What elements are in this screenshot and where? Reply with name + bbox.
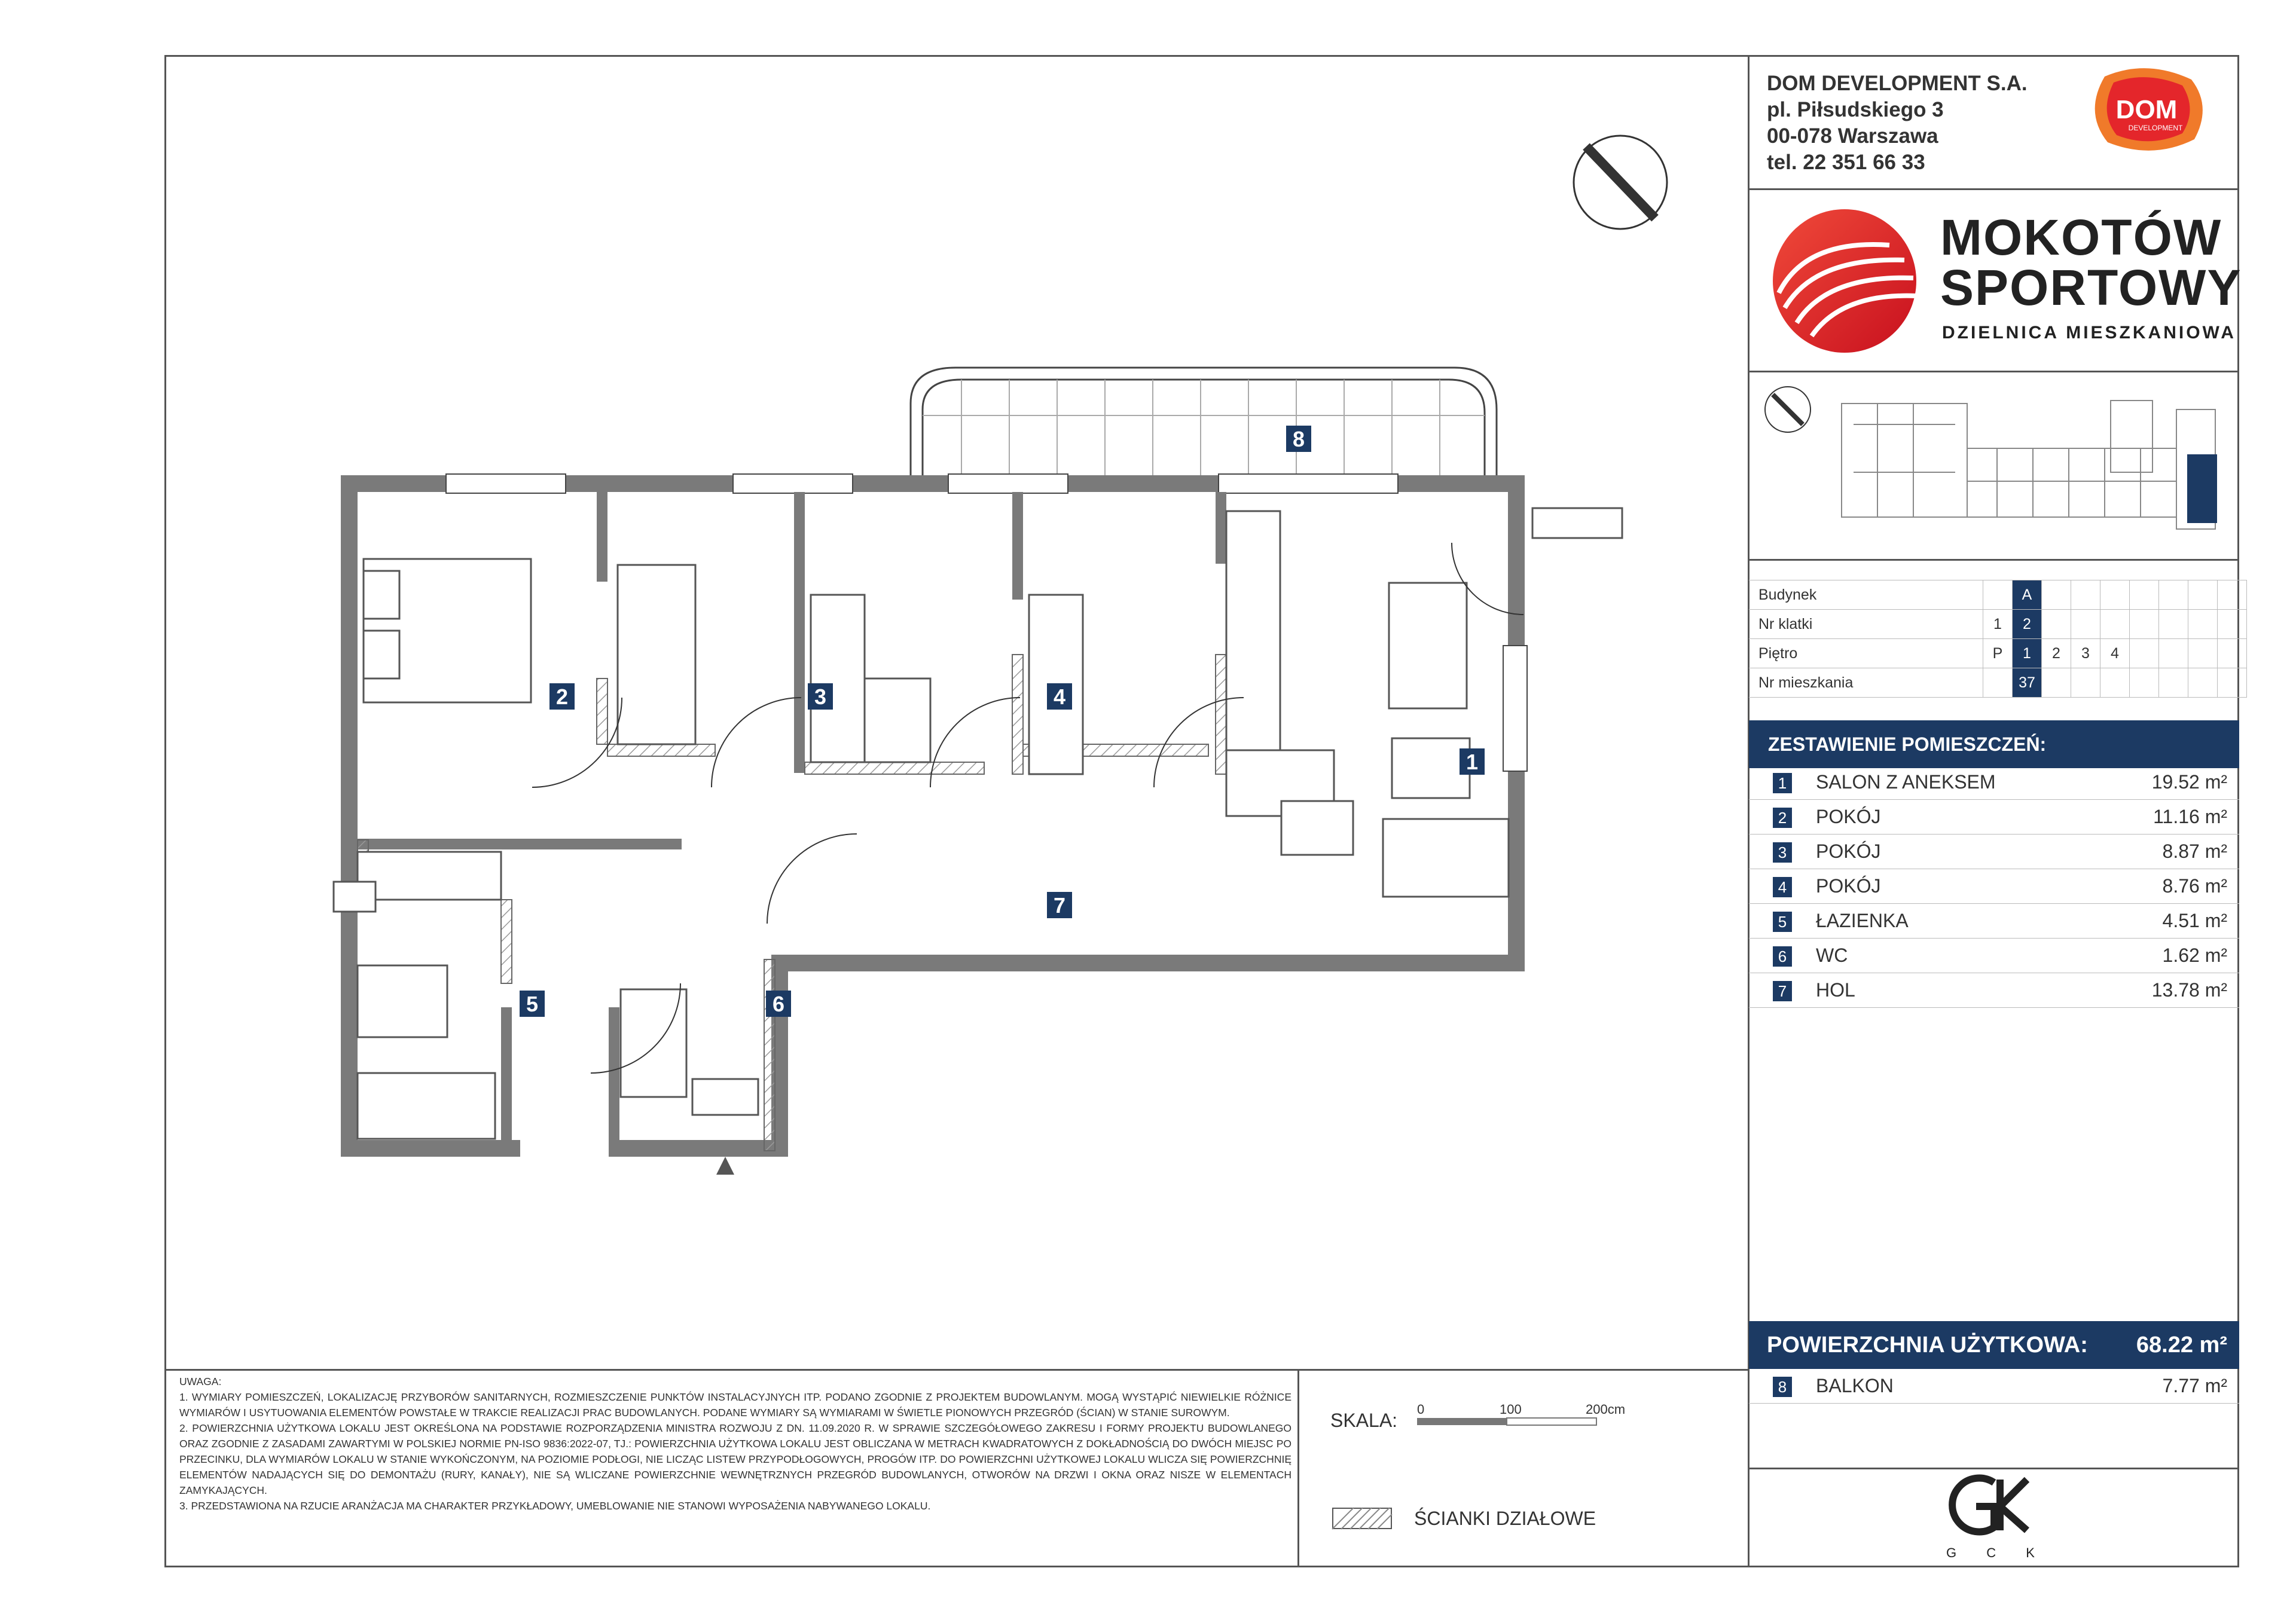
room-number: 5 [1773, 912, 1792, 932]
partition-hatch-swatch [1332, 1508, 1392, 1529]
room-area: 11.16 m² [2153, 806, 2227, 827]
room-number: 1 [1773, 773, 1792, 793]
plan-label-7: 7 [1053, 893, 1066, 918]
notes-scale-divider [1297, 1369, 1299, 1567]
balcony [911, 368, 1497, 475]
plan-label-2: 2 [555, 684, 569, 709]
plan-label-6: 6 [772, 992, 785, 1016]
room-area: 8.76 m² [2162, 875, 2227, 897]
note-3: 3. PRZEDSTAWIONA NA RZUCIE ARANŻACJA MA CHARAKTER PRZYKŁADOWY, UMEBLOWANIE NIE STANOWI WYPOSAŻENIA NABYWANEGO LOKALU. [179, 1500, 931, 1512]
room-name: POKÓJ [1816, 875, 1881, 897]
company-city: 00-078 Warszawa [1767, 124, 1938, 148]
logo-divider [1749, 371, 2239, 372]
pietro-3: 3 [2071, 639, 2100, 668]
bathtub [358, 1073, 495, 1139]
floor-plan [166, 57, 1748, 1372]
company-address [1767, 71, 2028, 176]
room-area: 7.77 m² [2162, 1375, 2227, 1396]
room-area: 4.51 m² [2162, 910, 2227, 931]
project-title [1940, 209, 2242, 316]
wardrobe-room3 [811, 595, 865, 762]
scale-tick-200: 200cm [1586, 1402, 1626, 1417]
apartment-info-grid [1749, 580, 2247, 698]
notes-title: UWAGA: [179, 1376, 222, 1387]
room-row [1749, 835, 2239, 869]
room-number: 7 [1773, 981, 1792, 1001]
sink [358, 965, 447, 1037]
room-number: 6 [1773, 946, 1792, 967]
company-divider [1749, 188, 2239, 190]
company-name: DOM DEVELOPMENT S.A. [1767, 72, 2028, 95]
total-value: 68.22 m² [2136, 1332, 2227, 1358]
room-number: 3 [1773, 842, 1792, 863]
room-row [1749, 973, 2239, 1008]
pietro-p: P [1983, 639, 2013, 668]
room-name: POKÓJ [1816, 806, 1881, 827]
tv-unit [1392, 738, 1470, 798]
room-area: 1.62 m² [2162, 945, 2227, 966]
mieszkanie-label: Nr mieszkania [1749, 668, 1983, 698]
partition-legend-label: ŚCIANKI DZIAŁOWE [1414, 1508, 1596, 1529]
room-name: ŁAZIENKA [1816, 910, 1909, 931]
room-area: 19.52 m² [2151, 771, 2227, 793]
klatka-label: Nr klatki [1749, 610, 1983, 639]
dining-table [1389, 583, 1467, 708]
bed-room4 [865, 678, 930, 762]
project-title-line1: MOKOTÓW [1940, 209, 2222, 265]
entrance-marker-icon [716, 1157, 734, 1175]
total-label: POWIERZCHNIA UŻYTKOWA: [1767, 1332, 2088, 1358]
wc-bowl [692, 1079, 758, 1115]
room-name: POKÓJ [1816, 840, 1881, 862]
dom-logo-sub: DEVELOPMENT [2128, 124, 2183, 132]
dom-development-logo [2087, 65, 2206, 154]
gck-letters: G C K [1946, 1545, 2048, 1560]
plan-label-8: 8 [1292, 427, 1305, 451]
keyplan-apartment-highlight [2187, 454, 2217, 523]
scale-tick-100: 100 [1500, 1402, 1522, 1417]
keyplan-divider [1749, 559, 2239, 561]
rooms-header: ZESTAWIENIE POMIESZCZEŃ: [1749, 720, 2239, 768]
room-name: SALON Z ANEKSEM [1816, 771, 1996, 793]
building-key-plan [1758, 383, 2233, 544]
klatka-1: 1 [1983, 610, 2013, 639]
pietro-label: Piętro [1749, 639, 1983, 668]
note-2: 2. POWIERZCHNIA UŻYTKOWA LOKALU JEST OKREŚLONA NA PODSTAWIE ROZPORZĄDZENIA MINISTRA ROZWOJU Z DN. 11.09.2020 R. W SPRAWIE SZCZEGÓŁOWEGO ZAKRESU I FORMY PROJEKTU BUDOWLANEGO ORAZ ZGODNIE Z ZASADAMI ZAWARTYMI W POLSKIEJ NORMIE PN-ISO 9836:2022-07, TJ.: POWIERZCHNIA UŻYTKOWA LOKALU JEST OBLICZANA W METRACH KWADRATOWYCH Z DOKŁADNOŚCIĄ DO DWÓCH MIEJSC PO PRZECINKU, DLA WYMIARÓW LOKALU W STANIE WYKOŃCZONYM, NA POZIOMIE PODŁOGI, NIE LICZĄC LISTEW PRZYPODŁOGOWYCH, PROGÓW ITP. DO POWIERZCHNI UŻYTKOWEJ LOKALU WLICZA SIĘ POWIERZCHNIĘ ELEMENTÓW NADAJĄCYCH SIĘ DO DEMONTAŻU (RURY, KANAŁY), NIE SĄ WLICZANE POWIERZCHNIE WEWNĘTRZNYCH PRZEGRÓD BUDOWLANYCH, OTWORÓW NA DRZWI I OKNA ORAZ NISZE W ELEMENTACH ZAMYKAJĄCYCH. [179, 1422, 1292, 1496]
plan-label-1: 1 [1465, 750, 1479, 774]
room-name: HOL [1816, 979, 1855, 1001]
bed-room3 [618, 565, 695, 744]
project-subtitle: DZIELNICA MIESZKANIOWA [1942, 323, 2236, 343]
sofa [1383, 819, 1509, 897]
klatka-2: 2 [2013, 610, 2042, 639]
project-title-line2: SPORTOWY [1940, 259, 2242, 316]
room-area: 13.78 m² [2151, 979, 2227, 1001]
company-phone: tel. 22 351 66 33 [1767, 151, 1925, 174]
gck-logo [1937, 1468, 2057, 1563]
room-row [1749, 939, 2239, 973]
windows [446, 474, 1527, 771]
room-row [1749, 904, 2239, 939]
furniture [334, 508, 1622, 1139]
wc-sink [621, 989, 686, 1097]
room-area: 8.87 m² [2162, 840, 2227, 862]
mieszkanie-value: 37 [2013, 668, 2042, 698]
room-name: WC [1816, 945, 1848, 966]
room-number: 8 [1773, 1377, 1792, 1397]
plan-label-5: 5 [526, 992, 539, 1016]
pietro-4: 4 [2100, 639, 2130, 668]
usable-area-total [1749, 1321, 2239, 1369]
notes-block [179, 1374, 1292, 1514]
room-row [1749, 1369, 2239, 1404]
dom-logo-text: DOM [2115, 95, 2178, 124]
plan-label-4: 4 [1053, 684, 1066, 709]
scale-label: SKALA: [1330, 1410, 1398, 1431]
room-number: 2 [1773, 808, 1792, 828]
room-row [1749, 869, 2239, 904]
balcony-row [1749, 1369, 2239, 1404]
room-number: 4 [1773, 877, 1792, 897]
note-1: 1. WYMIARY POMIESZCZEŃ, LOKALIZACJĘ PRZYBORÓW SANITARNYCH, ROZMIESZCZENIE PUNKTÓW INSTALACYJNYCH ITP. PODANO ZGODNIE Z PROJEKTEM BUDOWLANYM. MOGĄ WYSTĄPIĆ NIEWIELKIE RÓŻNICE WYMIARÓW I USYTUOWANIA ELEMENTÓW POWSTAŁE W TRAKCIE REALIZACJI PRAC BUDOWLANYCH. PODANE WYMIARY SĄ WYMIARAMI W ŚWIETLE PIONOWYCH PRZEGRÓD (ŚCIAN) W STANIE SUROWYM. [179, 1391, 1292, 1419]
budynek-value: A [2013, 580, 2042, 610]
rooms-list [1749, 765, 2239, 1008]
scale-bar [1411, 1399, 1626, 1435]
north-compass-icon [1574, 136, 1667, 229]
pietro-2: 2 [2042, 639, 2071, 668]
scale-tick-0: 0 [1417, 1402, 1425, 1417]
pietro-1: 1 [2013, 639, 2042, 668]
company-street: pl. Piłsudskiego 3 [1767, 98, 1944, 121]
kitchen-counter [1226, 511, 1280, 762]
washing-area [358, 852, 501, 900]
room-row [1749, 765, 2239, 800]
room-row [1749, 800, 2239, 835]
budynek-label: Budynek [1749, 580, 1983, 610]
plan-label-3: 3 [814, 684, 827, 709]
room-name: BALKON [1816, 1375, 1894, 1396]
